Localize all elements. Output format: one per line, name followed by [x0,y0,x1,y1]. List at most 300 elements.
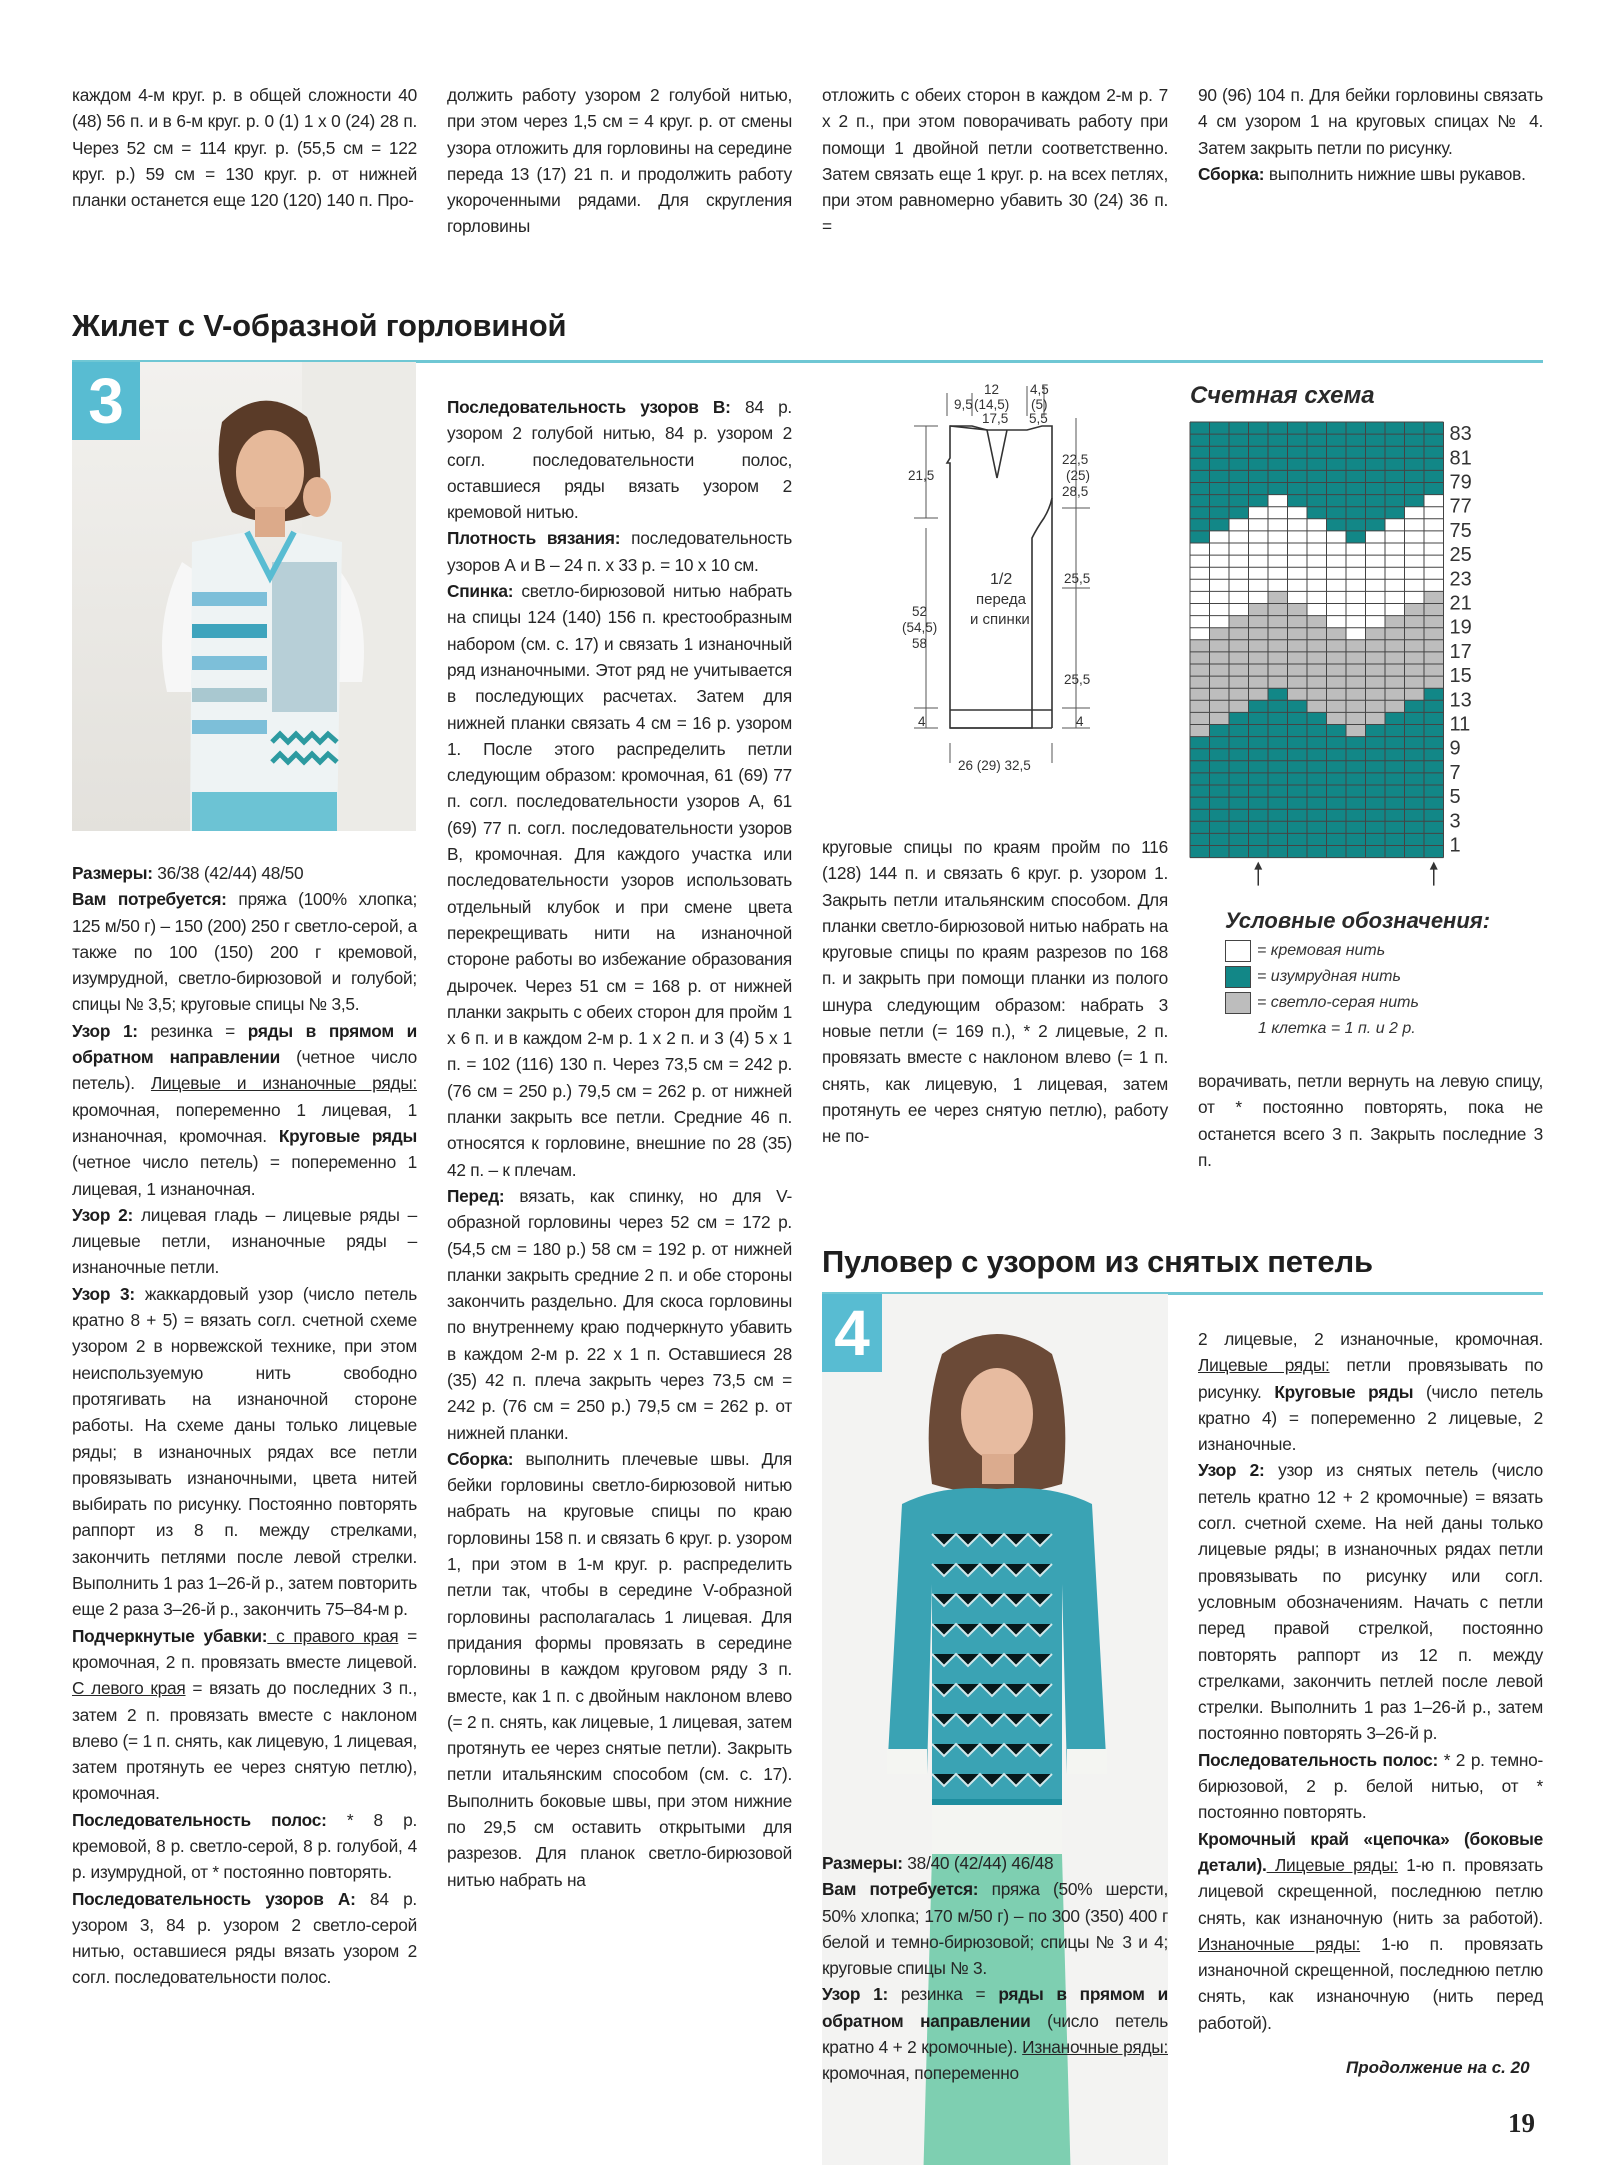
chart-cell [1190,833,1210,845]
dim-width: 26 (29) 32,5 [958,758,1031,773]
chart-cell [1210,555,1230,567]
chart-cell [1346,640,1366,652]
chart-cell [1288,591,1308,603]
chart-cell [1307,797,1327,809]
chart-cell [1405,604,1425,616]
legend-label: = светло-серая нить [1257,994,1419,1011]
chart-cell [1249,749,1269,761]
chart-cell [1249,543,1269,555]
sizes: Размеры: 38/40 (42/44) 46/48 [822,1853,1054,1873]
legend-label: = кремовая нить [1257,942,1386,959]
chart-cell [1346,785,1366,797]
chart-cell [1327,470,1347,482]
chart-cell [1249,652,1269,664]
chart-cell [1424,688,1444,700]
chart-cell [1307,470,1327,482]
chart-cell [1190,725,1210,737]
chart-cell [1190,446,1210,458]
chart-cell [1249,446,1269,458]
chart-cell [1307,604,1327,616]
chart-cell [1288,507,1308,519]
chart-cell [1327,640,1347,652]
chart-cell [1346,519,1366,531]
chart-cell [1424,821,1444,833]
chart-row-label: 1 [1449,834,1461,857]
chart-cell [1249,507,1269,519]
paragraph: должить работу узором 2 голубой нитью, при этом через 1,5 см = 4 круг. р. от смены узора отложить для горловины на середине переда 13 (17) 21 п. и продолжить работу укороченными рядами. Для скругления горловины [447,85,792,237]
chart-cell [1268,507,1288,519]
chart-cell [1268,700,1288,712]
chart-cell [1268,664,1288,676]
chart-cell [1288,725,1308,737]
chart-cell [1288,833,1308,845]
chart-cell [1385,725,1405,737]
chart-cell [1229,434,1249,446]
chart-cell [1288,688,1308,700]
chart-cell [1249,700,1269,712]
chart-row-label: 19 [1449,616,1472,639]
chart-cell [1249,712,1269,724]
chart-cell [1385,652,1405,664]
materials: Вам потребуется: пряжа (50% шерсти, 50% хлопка; 170 м/50 г) – по 300 (350) 400 г белой и темно-бирюзовой; спицы № 3 и 4; круговые спицы № 3. [822,1879,1168,1979]
legend-title: Условные обозначения: [1225,908,1491,933]
chart-cell [1190,773,1210,785]
chart-cell [1346,531,1366,543]
chart-cell [1268,797,1288,809]
chart-cell [1307,846,1327,858]
chart-cell [1210,483,1230,495]
chart-cell [1366,458,1386,470]
chart-cell [1327,797,1347,809]
chart-row-label: 15 [1449,665,1472,688]
section-4-number: 4 [822,1294,882,1372]
chart-cell [1385,797,1405,809]
chart-cell [1210,652,1230,664]
chart-row-label: 13 [1449,689,1472,712]
chart-cell [1307,579,1327,591]
chart-cell [1307,446,1327,458]
chart-cell [1268,458,1288,470]
chart-cell [1249,725,1269,737]
section-4-title: Пуловер с узором из снятых петель [822,1244,1373,1279]
chart-cell [1346,555,1366,567]
swatch-grey [1225,992,1251,1014]
chart-cell [1405,676,1425,688]
swatch-emerald [1225,966,1251,988]
chart-cell [1327,519,1347,531]
chart-cell [1424,664,1444,676]
chart-cell [1190,628,1210,640]
chart-cell [1424,579,1444,591]
chart-cell [1346,725,1366,737]
chart-cell [1327,846,1347,858]
chart-cell [1346,737,1366,749]
chart-row-label: 79 [1449,471,1472,494]
section-3-title: Жилет с V-образной горловиной [72,308,567,343]
section-4-column-2 [1198,1326,1543,2036]
chart-cell [1210,604,1230,616]
chart-cell [1327,833,1347,845]
chart-cell [1405,555,1425,567]
chart-cell [1405,507,1425,519]
chart-cell [1405,446,1425,458]
chart-cell [1366,543,1386,555]
chart-row-label: 21 [1449,592,1472,615]
chart-cell [1385,821,1405,833]
top-column-1 [72,82,417,213]
chart-cell [1405,483,1425,495]
chart-cell [1288,616,1308,628]
chart-cell [1190,688,1210,700]
chart-cell [1210,676,1230,688]
chart-cell [1268,761,1288,773]
chart-cell [1229,458,1249,470]
chart-cell [1288,652,1308,664]
chart-cell [1424,422,1444,434]
page-number: 19 [1508,2108,1535,2138]
chart-cell [1229,700,1249,712]
chart-cell [1424,567,1444,579]
chart-cell [1229,688,1249,700]
chart-cell [1405,519,1425,531]
chart-cell [1249,483,1269,495]
chart-row-label: 5 [1449,786,1461,809]
chart-cell [1424,434,1444,446]
chart-cell [1190,470,1210,482]
chart-cell [1288,555,1308,567]
chart-cell [1190,749,1210,761]
chart-cell [1385,676,1405,688]
chart-cell [1346,664,1366,676]
chart-cell [1268,640,1288,652]
chart-cell [1405,833,1425,845]
chart-cell [1249,628,1269,640]
chart-row-label: 7 [1449,761,1461,784]
chart-cell [1288,700,1308,712]
chart-cell [1190,555,1210,567]
chart-cell [1366,495,1386,507]
chart-cell [1346,483,1366,495]
legend-label: = изумрудная нить [1257,968,1401,985]
chart-cell [1307,495,1327,507]
chart-cell [1210,519,1230,531]
chart-cell [1346,470,1366,482]
chart-cell [1288,640,1308,652]
dim-side-lower: 25,5 [1064,672,1091,687]
stripe-sequence: Последовательность полос: * 2 р. темно-бирюзовой, 2 р. белой нитью, от * постоянно повторять. [1198,1749,1543,1823]
chart-cell [1210,470,1230,482]
chart-cell [1424,773,1444,785]
chart-cell [1210,846,1230,858]
chart-cell [1190,785,1210,797]
chart-cell [1405,567,1425,579]
chart-cell [1249,531,1269,543]
chart-cell [1288,519,1308,531]
chart-cell [1385,700,1405,712]
chart-row-label: 77 [1449,495,1472,518]
back: Спинка: светло-бирюзовой нитью набрать на спицы 124 (140) 156 п. крестообразным набором (см. с. 17) и связать 1 изнаночный ряд изнаночными. Этот ряд не учитывается в последующих расчетах. Затем для нижней планки связать 4 см = 16 р. узором 1. После этого распределить петли следующим образом: кромочная, 61 (69) 77 п. согл. последовательности узоров А, 61 (69) 77 п. согл. последовательности узоров В, кромочная. Для каждого участка или последовательности узоров использовать отдельный клубок и при смене цвета перекрещивать нити на изнаночной стороне работы во избежание образования дырочек. Через 51 см = 168 р. от нижней планки закрыть с обеих сторон для пройм 1 х 6 п. и в каждом 2-м р. 1 х 2 п. и 3 (4) 5 х 1 п. = 102 (116) 130 п. Через 73,5 см = 242 р. (76 см = 250 р.) 79,5 см = 262 р. от нижней планки закрыть все петли. Средние 46 п. относятся к горловине, внешние по 28 (35) 42 п. – к плечам. [447,581,792,1180]
chart-cell [1366,833,1386,845]
chart-cell [1229,604,1249,616]
chart-cell [1288,543,1308,555]
chart-cell [1249,604,1269,616]
chart-cell [1268,676,1288,688]
chart-cell [1190,737,1210,749]
chart-cell [1249,640,1269,652]
dim-neck-2: (14,5) [974,397,1010,412]
section-3-column-4 [1198,1068,1543,1173]
chart-cell [1190,495,1210,507]
chart-cell [1229,785,1249,797]
chart-cell [1327,664,1347,676]
chart-row-label: 11 [1449,713,1471,736]
chart-cell [1307,567,1327,579]
chart-cell [1366,821,1386,833]
chart-cell [1405,543,1425,555]
chart-cell [1190,604,1210,616]
legend-cream [1225,940,1385,962]
chart-cell [1405,531,1425,543]
chart-cell [1268,785,1288,797]
chart-cell [1268,531,1288,543]
chart-cell [1327,495,1347,507]
chart-cell [1210,640,1230,652]
chart-cell [1249,422,1269,434]
chart-cell [1424,616,1444,628]
chart-cell [1210,761,1230,773]
continued-note: Продолжение на с. 20 [1346,2058,1530,2077]
chart-cell [1190,579,1210,591]
chart-cell [1307,737,1327,749]
chart-cell [1327,579,1347,591]
chart-cell [1268,712,1288,724]
chart-cell [1307,664,1327,676]
decreases: Подчеркнутые убавки: с правого края = кромочная, 2 п. провязать вместе лицевой. С левого края = вязать до последних 3 п., затем 2 п. провязать вместе с наклоном влево (= 1 п. снять, как лицевую, 1 лицевая, затем протянуть ее через снятую петлю), кромочная. [72,1625,417,1804]
chart-cell [1229,821,1249,833]
chart-cell [1385,833,1405,845]
chart-cell [1268,821,1288,833]
chart-cell [1405,725,1425,737]
chart-cell [1346,821,1366,833]
chart-cell [1249,761,1269,773]
chart-cell [1405,688,1425,700]
chart-cell [1229,567,1249,579]
dim-armhole: 22,5 [1062,452,1089,467]
chart-cell [1210,737,1230,749]
chart-cell [1366,531,1386,543]
dim-armhole-2: (25) [1066,468,1091,483]
chart-cell [1288,434,1308,446]
chart-cell [1327,749,1347,761]
chart-cell [1288,483,1308,495]
chart-cell [1229,664,1249,676]
chart-cell [1366,567,1386,579]
chart-cell [1405,458,1425,470]
chart-cell [1307,458,1327,470]
chart-cell [1190,761,1210,773]
chart-cell [1385,737,1405,749]
chart-cell [1366,725,1386,737]
chart-cell [1288,446,1308,458]
chart-cell [1346,567,1366,579]
chart-cell [1210,507,1230,519]
chart-cell [1346,591,1366,603]
dim-hem-right: 4 [1076,714,1084,729]
chart-cell [1346,749,1366,761]
chart-cell [1424,761,1444,773]
chart-cell [1229,616,1249,628]
section-4-column-1 [822,1850,1168,2087]
chart-cell [1385,688,1405,700]
chart-cell [1366,507,1386,519]
chart-cell [1327,676,1347,688]
chart-cell [1346,422,1366,434]
chart-cell [1190,458,1210,470]
chart-cell [1327,725,1347,737]
chart-cell [1268,833,1288,845]
chart-cell [1366,749,1386,761]
chart-cell [1327,543,1347,555]
chart-cell [1268,495,1288,507]
chart-cell [1385,458,1405,470]
chart-cell [1366,470,1386,482]
chart-cell [1288,773,1308,785]
chart-cell [1210,434,1230,446]
chart-cell [1229,555,1249,567]
chart-cell [1210,446,1230,458]
chart-cell [1424,458,1444,470]
chart-cell [1327,567,1347,579]
chart-cell [1249,688,1269,700]
chart-cell [1288,664,1308,676]
pattern-3: Узор 3: жаккардовый узор (число петель кратно 8 + 5) = вязать согл. счетной схеме узором 2 в норвежской технике, при этом неиспользуемую нить свободно протягивать на изнаночной стороне работы. На схеме даны только лицевые ряды; в изнаночных рядах все петли провязывать изнаночными, цвета нитей выбирать по рисунку. Постоянно повторять раппорт из 8 п. между стрелками, закончить петлями после левой стрелки. Выполнить 1 раз 1–26-й р., затем повторить еще 2 раза 3–26-й р., закончить 75–84-м р. [72,1283,417,1620]
chart-cell [1405,579,1425,591]
chart-cell [1307,688,1327,700]
chart-cell [1346,543,1366,555]
chart-cell [1190,422,1210,434]
chart-cell [1210,579,1230,591]
chart-cell [1366,846,1386,858]
chart-cell [1346,712,1366,724]
chart-cell [1229,809,1249,821]
paragraph: каждом 4-м круг. р. в общей сложности 40 (48) 56 п. и в 6-м круг. р. 0 (1) 1 х 0 (24) 28 п. Через 52 см = 114 круг. р. (55,5 см = 122 круг. р.) 59 см = 130 круг. р. от нижней планки останется еще 120 (120) 140 п. Про- [72,85,417,211]
top-column-3 [822,82,1168,240]
chart-cell [1424,519,1444,531]
chart-cell [1346,434,1366,446]
chart-cell [1385,846,1405,858]
chart-cell [1190,676,1210,688]
chart-cell [1268,725,1288,737]
chart-cell [1366,785,1386,797]
dim-shoulder-left: 9,5 [954,397,973,412]
chart-cell [1288,676,1308,688]
chart-cell [1229,543,1249,555]
chart-cell [1405,846,1425,858]
chart-cell [1307,749,1327,761]
chart-cell [1385,422,1405,434]
chart-cell [1366,628,1386,640]
chart-cell [1249,664,1269,676]
chart-cell [1424,507,1444,519]
chart-cell [1249,567,1269,579]
chart-cell [1268,434,1288,446]
chart-cell [1288,422,1308,434]
chart-cell [1366,616,1386,628]
chart-cell [1190,531,1210,543]
chart-cell [1385,434,1405,446]
chart-cell [1346,495,1366,507]
chart-cell [1385,543,1405,555]
chart-cell [1405,712,1425,724]
vest-schematic [822,378,1168,788]
chart-cell [1366,604,1386,616]
chart-cell [1424,652,1444,664]
chart-cell [1229,483,1249,495]
chart-cell [1288,567,1308,579]
chart-cell [1385,749,1405,761]
chart-cell [1268,652,1288,664]
chart-cell [1327,422,1347,434]
chart-cell [1229,591,1249,603]
chart-row-label: 75 [1449,519,1472,542]
chart-cell [1424,604,1444,616]
chart-cell [1405,495,1425,507]
chart-cell [1190,434,1210,446]
chart-cell [1405,628,1425,640]
chart-cell [1229,712,1249,724]
repeat-arrowhead [1430,862,1438,870]
chart-cell [1249,495,1269,507]
knitting-chart [1184,418,1514,888]
chart-cell [1268,737,1288,749]
chart-cell [1288,712,1308,724]
chart-cell [1327,773,1347,785]
chart-cell [1307,507,1327,519]
chart-cell [1190,507,1210,519]
chart-cell [1190,664,1210,676]
legend-grey [1225,992,1419,1014]
top-column-4 [1198,82,1543,187]
chart-cell [1249,809,1269,821]
chart-cell [1210,773,1230,785]
chart-cell [1268,749,1288,761]
legend-note: 1 клетка = 1 п. и 2 р. [1258,1020,1416,1037]
chart-cell [1327,434,1347,446]
chart-cell [1327,712,1347,724]
chart-cell [1190,700,1210,712]
chart-cell [1424,676,1444,688]
chart-cell [1190,519,1210,531]
dim-hem-left: 4 [918,714,926,729]
dim-neck-depth: 21,5 [908,468,935,483]
chart-cell [1268,628,1288,640]
chart-cell [1405,652,1425,664]
chart-cell [1327,458,1347,470]
chart-cell [1405,640,1425,652]
dim-shoulder-right: 4,5 [1030,382,1049,397]
chart-cell [1249,846,1269,858]
chart-cell [1405,809,1425,821]
chart-cell [1424,640,1444,652]
chart-cell [1288,846,1308,858]
label-front: переда [976,591,1026,608]
chart-cell [1288,761,1308,773]
text: выполнить нижние швы рукавов. [1264,163,1526,184]
chart-cell [1327,700,1347,712]
chart-cell [1288,458,1308,470]
chart-cell [1424,470,1444,482]
chart-cell [1327,591,1347,603]
